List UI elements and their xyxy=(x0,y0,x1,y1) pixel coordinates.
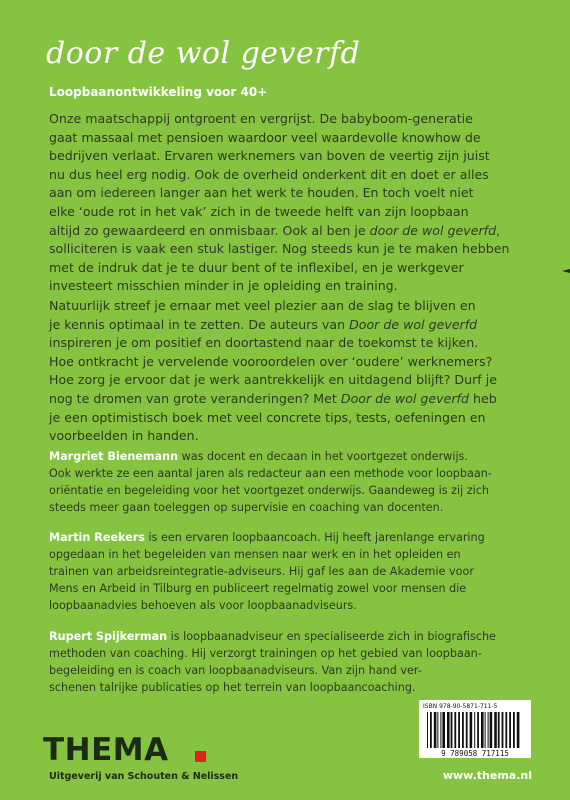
author-bio-bienemann: Margriet Bienemann was docent en decaan in het voortgezet onderwijs. Ook werkte ze een aantal jaren als redacteur aan een methode voor loopbaan- oriëntatie en begeleiding voor het voortgezet onderwijs. Gaandeweg is zij zich steeds meer gaan toeleggen op supervisie en coaching van docenten. xyxy=(49,450,492,514)
logo-red-square xyxy=(195,751,206,762)
isbn-label: ISBN 978-90-5871-711-5 xyxy=(423,703,498,710)
website-link[interactable]: www.thema.nl xyxy=(442,769,532,782)
barcode xyxy=(419,700,531,758)
edge-mark xyxy=(562,268,570,274)
barcode-number: 9 789058 717115 xyxy=(441,749,509,758)
author-bio-reekers: Martin Reekers is een ervaren loopbaancoach. Hij heeft jarenlange ervaring opgedaan in het begeleiden van mensen naar werk en in het opleiden en trainen van arbeidsreintegratie-adviseurs. Hij gaf les aan de Akademie voor Mens en Arbeid in Tilburg en publiceert regelmatig zowel voor mensen die loopbaanadvies behoeven als voor loopbaanadviseurs. xyxy=(49,531,485,612)
author-name: Margriet Bienemann xyxy=(49,450,179,463)
blurb-paragraph-2: Natuurlijk streef je ernaar met veel plezier aan de slag te blijven en je kennis optimaal in te zetten. De auteurs van Door de wol geverfd inspireren je om positief en doortastend naar de toekomst te kijken. Hoe ontkracht je vervelende vooroordelen over ‘oudere’ werknemers? Hoe zorg je ervoor dat je werk aantrekkelijk en uitdagend blijft? Durf je nog te dromen van grote veranderingen? Met Door de wol geverfd heb je een optimistisch boek met veel concrete tips, tests, oefeningen en voorbeelden in handen. xyxy=(49,298,497,444)
author-bio-spijkerman: Rupert Spijkerman is loopbaanadviseur en specialiseerde zich in biografische methoden van coaching. Hij verzorgt trainingen op het gebied van loopbaan- begeleiding en is coach van loopbaanadviseurs. Van zijn hand ver- schenen talrijke publicaties op het terrein van loopbaancoaching. xyxy=(49,630,496,694)
barcode-bars xyxy=(427,712,523,748)
publisher-name: Uitgeverij van Schouten & Nelissen xyxy=(49,771,239,782)
book-subtitle: Loopbaanontwikkeling voor 40+ xyxy=(49,85,268,99)
author-name: Martin Reekers xyxy=(49,531,145,544)
book-title: door de wol geverfd xyxy=(46,36,361,71)
publisher-logo: THEMA xyxy=(43,732,169,768)
author-name: Rupert Spijkerman xyxy=(49,630,168,643)
blurb-paragraph-1: Onze maatschappij ontgroent en vergrijst. De babyboom-generatie gaat massaal met pensioen waardoor veel waardevolle knowhow de bedrijven verlaat. Ervaren werknemers van boven de veertig zijn juist nu dus heel erg nodig. Ook de overheid onderkent dit en doet er alles aan om iedereen langer aan het werk te houden. En toch voelt niet elke ‘oude rot in het vak’ zich in de tweede helft van zijn loopbaan altijd zo gewaardeerd en onmisbaar. Ook al ben je door de wol geverfd, solliciteren is vaak een stuk lastiger. Nog steeds kun je te maken hebben met de indruk dat je te duur bent of te inflexibel, en je werkgever investeert misschien minder in je opleiding en training. xyxy=(49,111,510,294)
